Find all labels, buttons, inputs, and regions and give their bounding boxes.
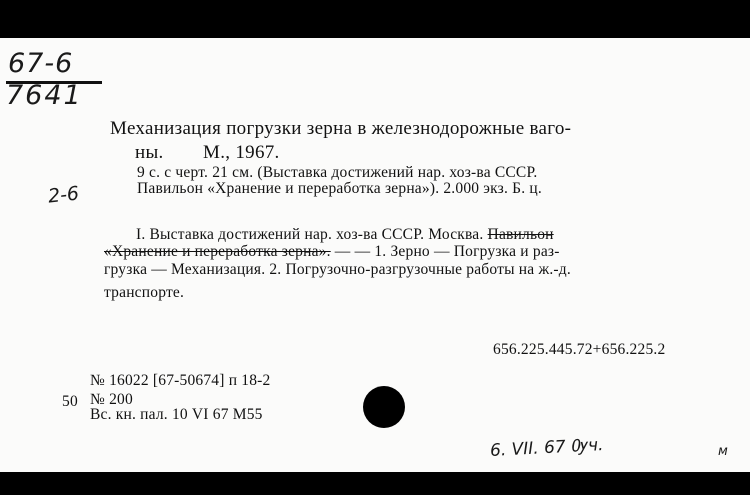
punch-hole: [363, 386, 405, 428]
description-line-2: Павильон «Хранение и переработка зерна»). 2.000 экз. Б. ц.: [137, 180, 542, 197]
class-number: 67-6: [8, 48, 74, 79]
corner-mark: м: [718, 444, 728, 459]
udc-code: 656.225.445.72+656.225.2: [493, 341, 666, 358]
title-line-2b: М., 1967.: [203, 142, 280, 163]
accession-number: 7641: [6, 80, 83, 111]
handwritten-signature: 6. VII. 67 Ѹч.: [489, 435, 604, 461]
description-line-1: 9 с. с черт. 21 см. (Выставка достижений нар. хоз-ва СССР.: [137, 164, 538, 181]
subject-line-1-struck: Павильон: [487, 226, 554, 243]
subject-line-2-struck: «Хранение и переработка зерна».: [104, 243, 331, 260]
registration-number: № 16022 [67-50674] п 18-2: [90, 372, 271, 389]
chamber-line: Вс. кн. пал. 10 VI 67 М55: [90, 406, 263, 423]
subject-line-2: [104, 243, 560, 261]
subject-line-3: грузка — Механизация. 2. Погрузочно-разгрузочные работы на ж.-д.: [104, 261, 571, 278]
side-handwritten-mark: 2-6: [46, 182, 81, 208]
title-line-1: Механизация погрузки зерна в железнодорожные ваго-: [110, 118, 572, 139]
subject-line-2-text: — — 1. Зерно — Погрузка и раз-: [330, 243, 560, 260]
subject-line-1-text: I. Выставка достижений нар. хоз-ва СССР. Москва.: [136, 226, 484, 243]
left-number: 50: [62, 393, 78, 410]
subject-line-4: транспорте.: [104, 284, 185, 301]
subject-line-1: [136, 226, 554, 244]
title-line-2a: ны.: [135, 142, 164, 163]
scan-border: [0, 472, 750, 495]
order-number: № 200: [90, 391, 133, 408]
